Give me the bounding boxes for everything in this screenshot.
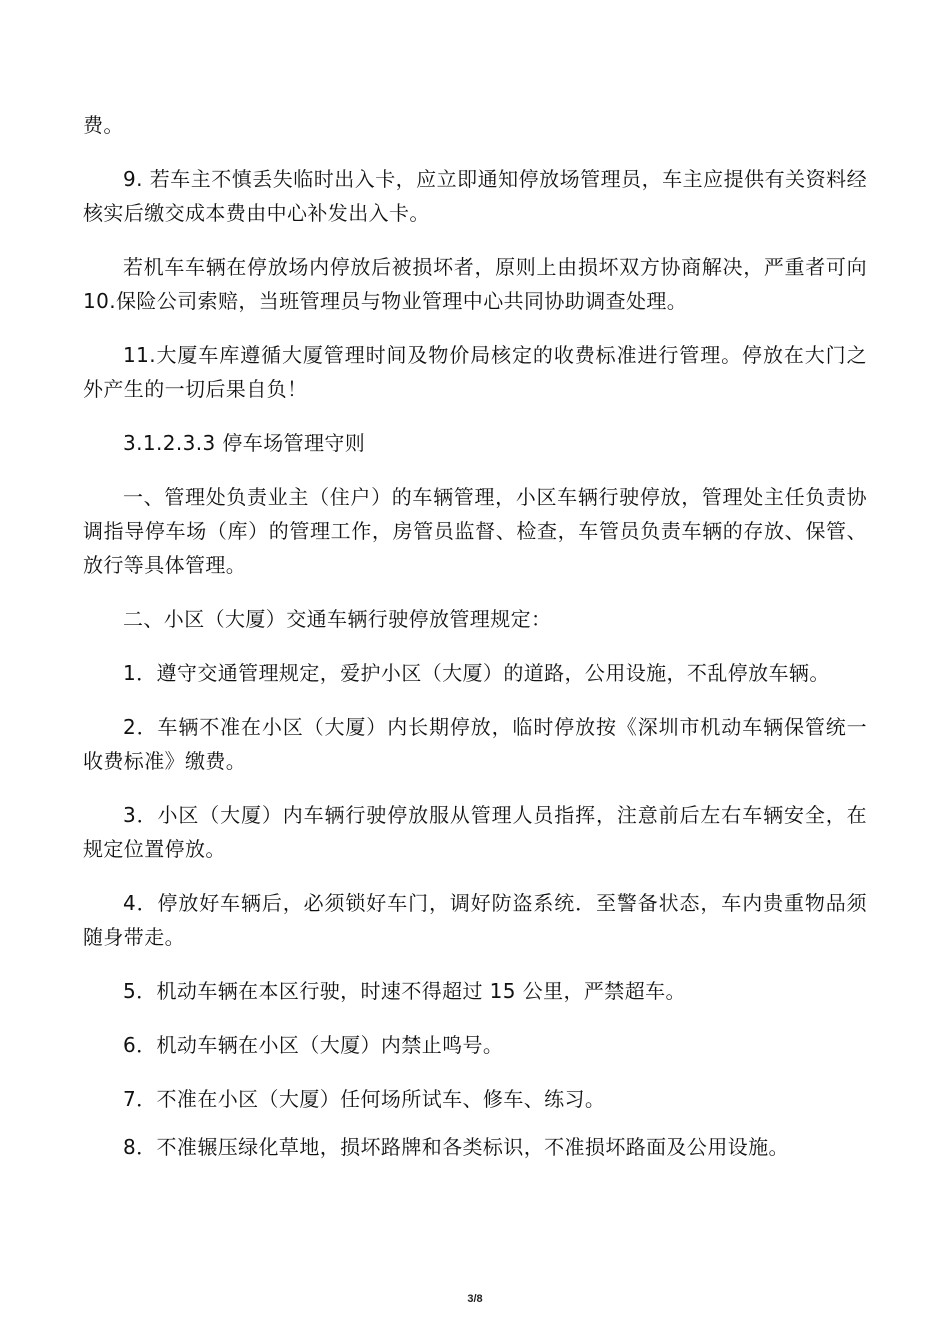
list-item-7: 7．不准在小区（大厦）任何场所试车、修车、练习。 (123, 1087, 606, 1111)
list-item-6: 6．机动车辆在小区（大厦）内禁止鸣号。 (123, 1033, 504, 1057)
list-item-8: 8．不准辗压绿化草地，损坏路牌和各类标识，不准损坏路面及公用设施。 (123, 1135, 789, 1159)
list-item-4: 4．停放好车辆后，必须锁好车门，调好防盗系统．至警备状态，车内贵重物品须随身带走。 (83, 891, 867, 949)
list-item-5: 5．机动车辆在本区行驶，时速不得超过 15 公里，严禁超车。 (123, 979, 686, 1003)
paragraph-rule-10: 若机车车辆在停放场内停放后被损坏者，原则上由损坏双方协商解决，严重者可向 10.保险公司索赔，当班管理员与物业管理中心共同协助调查处理。 (83, 255, 867, 313)
list-item-1: 1．遵守交通管理规定，爱护小区（大厦）的道路，公用设施，不乱停放车辆。 (123, 661, 830, 685)
paragraph-section-one: 一、管理处负责业主（住户）的车辆管理，小区车辆行驶停放，管理处主任负责协调指导停车场（库）的管理工作，房管员监督、检查，车管员负责车辆的存放、保管、放行等具体管理。 (83, 485, 867, 577)
page-number: 3/8 (467, 1293, 483, 1305)
list-item-3: 3．小区（大厦）内车辆行驶停放服从管理人员指挥，注意前后左右车辆安全，在规定位置停放。 (83, 803, 867, 861)
paragraph-rule-11: 11.大厦车库遵循大厦管理时间及物价局核定的收费标准进行管理。停放在大门之外产生的一切后果自负！ (83, 343, 867, 401)
paragraph-continuation: 费。 (83, 113, 124, 137)
paragraph-rule-9: 9. 若车主不慎丢失临时出入卡，应立即通知停放场管理员，车主应提供有关资料经核实后缴交成本费由中心补发出入卡。 (83, 167, 867, 225)
paragraph-section-two: 二、小区（大厦）交通车辆行驶停放管理规定： (123, 607, 552, 631)
section-heading: 3.1.2.3.3 停车场管理守则 (123, 431, 366, 455)
document-body (83, 108, 867, 1184)
list-item-2: 2．车辆不准在小区（大厦）内长期停放，临时停放按《深圳市机动车辆保管统一收费标准》缴费。 (83, 715, 867, 773)
